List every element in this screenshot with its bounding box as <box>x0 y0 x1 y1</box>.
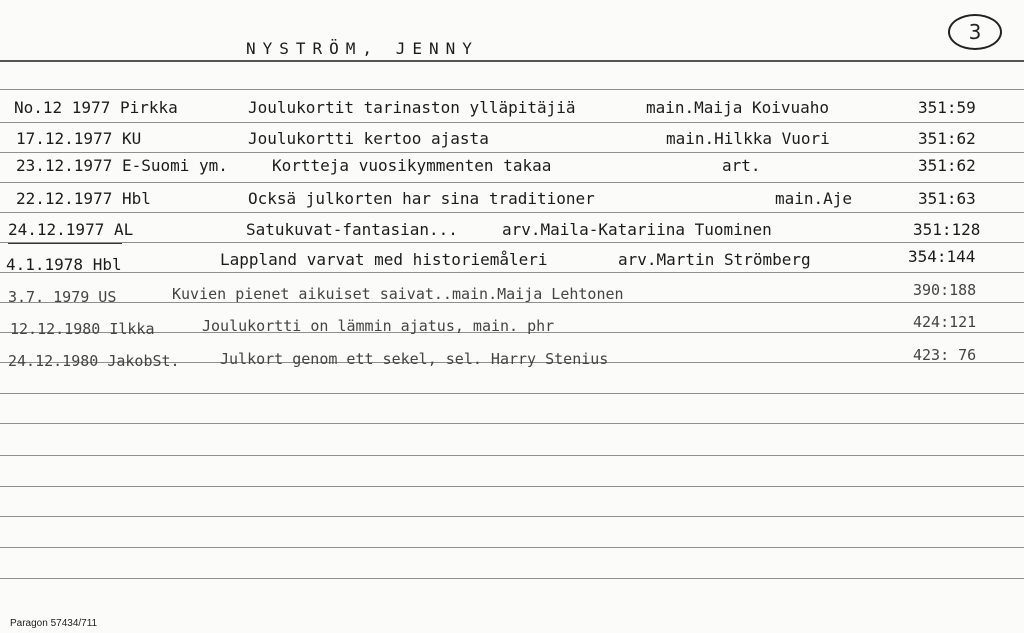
entry-title: Joulukortti kertoo ajasta <box>248 129 489 148</box>
entry-title: Satukuvat-fantasian... <box>246 220 458 239</box>
entry-author: main.Aje <box>775 189 853 208</box>
ruled-line <box>0 242 1024 243</box>
entry-ref: 351:62 <box>918 129 976 148</box>
entry-source: 17.12.1977 KU <box>16 129 142 148</box>
entry-source: 24.12.1980 JakobSt. <box>8 352 180 370</box>
entry-author: art. <box>722 156 761 175</box>
entry-title: Joulukortit tarinaston ylläpitäjiä <box>248 98 576 117</box>
ruled-line <box>0 423 1024 424</box>
entry-ref: 423: 76 <box>913 346 977 364</box>
card-footer: Paragon 57434/711 <box>10 618 98 629</box>
entry-ref: 351:59 <box>918 98 976 117</box>
ruled-line <box>0 578 1024 579</box>
entry-title: Ocksä julkorten har sina traditioner <box>248 189 595 208</box>
entry-ref: 351:62 <box>918 156 976 175</box>
entry-source: 12.12.1980 Ilkka <box>10 320 155 338</box>
entry-ref: 351:63 <box>918 189 976 208</box>
entry-title: Kuvien pienet aikuiset saivat..main.Maija Lehtonen <box>172 285 624 303</box>
underline-mark <box>8 243 122 244</box>
entry-author: arv.Maila-Katariina Tuominen <box>502 220 772 239</box>
card-number-circled <box>948 14 1002 50</box>
entry-author: main.Maija Koivuaho <box>646 98 830 117</box>
entry-ref: 390:188 <box>913 281 977 299</box>
entry-ref: 424:121 <box>913 313 977 331</box>
ruled-line <box>0 182 1024 183</box>
entry-ref: 354:144 <box>908 247 976 266</box>
entry-source: No.12 1977 Pirkka <box>14 98 178 117</box>
entry-title: Kortteja vuosikymmenten takaa <box>272 156 552 175</box>
ruled-line <box>0 486 1024 487</box>
entry-source: 24.12.1977 AL <box>8 220 134 239</box>
ruled-line <box>0 272 1024 273</box>
ruled-line <box>0 89 1024 90</box>
entry-title: Julkort genom ett sekel, sel. Harry Stenius <box>220 350 609 368</box>
entry-source: 22.12.1977 Hbl <box>16 189 151 208</box>
ruled-line <box>0 122 1024 123</box>
entry-source: 23.12.1977 E-Suomi ym. <box>16 156 228 175</box>
ruled-line <box>0 212 1024 213</box>
entry-author: main.Hilkka Vuori <box>666 129 830 148</box>
entry-ref: 351:128 <box>913 220 981 239</box>
ruled-line <box>0 547 1024 548</box>
header-rule <box>0 60 1024 62</box>
entry-author: arv.Martin Strömberg <box>618 250 811 269</box>
card-title: NYSTRÖM, JENNY <box>246 39 479 58</box>
ruled-line <box>0 516 1024 517</box>
ruled-line <box>0 455 1024 456</box>
ruled-line <box>0 152 1024 153</box>
ruled-line <box>0 393 1024 394</box>
entry-source: 4.1.1978 Hbl <box>6 255 122 274</box>
entry-title: Joulukortti on lämmin ajatus, main. phr <box>202 317 555 335</box>
card-number: 3 <box>968 20 982 44</box>
entry-source: 3.7. 1979 US <box>8 288 117 306</box>
entry-title: Lappland varvat med historiemåleri <box>220 250 548 269</box>
